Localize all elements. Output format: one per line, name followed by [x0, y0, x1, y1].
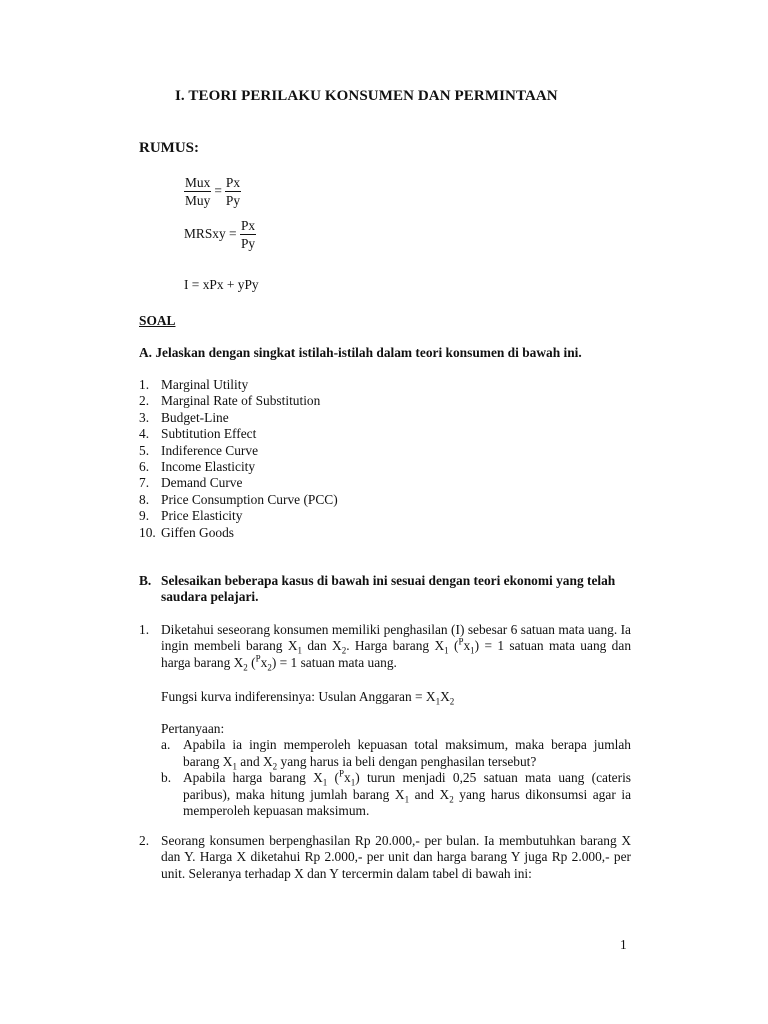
- list-text: Giffen Goods: [161, 524, 235, 540]
- fraction-price: [225, 174, 241, 209]
- text-run: ) = 1 satuan mata uang dan harga barang X: [161, 638, 632, 670]
- fraction-denominator: Py: [225, 193, 241, 208]
- list-number: 1.: [139, 377, 150, 392]
- subscript: 2: [449, 794, 454, 805]
- term-list: [139, 377, 338, 541]
- list-number: 9.: [139, 508, 150, 524]
- text-run: X: [440, 689, 450, 704]
- text-run: ) turun menjadi 0,25 satuan mata uang (cateris paribus), maka hitung jumlah barang X: [183, 770, 632, 802]
- list-item: [139, 443, 338, 459]
- equals-sign: =: [214, 183, 222, 199]
- indifference-function: [161, 689, 454, 705]
- formula-label: MRSxy =: [184, 226, 237, 242]
- soal-heading: SOAL: [139, 313, 176, 328]
- subquestion-text: [183, 770, 631, 819]
- subscript: 1: [232, 761, 237, 772]
- list-number: 5.: [139, 442, 150, 458]
- subscript: 1: [350, 777, 356, 788]
- subscript: 1: [444, 646, 449, 657]
- subscript: 1: [322, 777, 328, 788]
- question-1-subquestions: [161, 721, 631, 819]
- text-run: yang harus dikonsumsi agar ia memperoleh kepuasan maksimum.: [183, 786, 632, 819]
- text-run: Diketahui seseorang konsumen memiliki penghasilan (I) sebesar 6 satuan mata uang. Ia ingin membeli barang X: [161, 622, 631, 654]
- list-number: 8.: [139, 491, 150, 507]
- subscript: 2: [449, 696, 455, 707]
- list-item: [139, 393, 338, 409]
- pertanyaan-label: Pertanyaan:: [161, 721, 225, 736]
- superscript: P: [339, 768, 345, 779]
- list-text: Income Elasticity: [161, 459, 256, 475]
- list-number: 6.: [139, 459, 150, 475]
- text-run: Fungsi kurva indiferensinya: Usulan Anggaran = X: [161, 689, 436, 704]
- subscript: 2: [267, 662, 272, 673]
- list-item: [139, 410, 338, 426]
- text-run: yang harus ia beli dengan penghasilan tersebut?: [277, 753, 537, 769]
- subquestion-label: a.: [161, 737, 171, 753]
- text-run: dan X: [302, 638, 342, 654]
- text-run: (: [247, 654, 256, 670]
- text-run: x: [344, 770, 351, 786]
- question-2-text: Seorang konsumen berpenghasilan Rp 20.000,- per bulan. Ia membutuhkan barang X dan Y. Harga X diketahui Rp 2.000,- per unit dan harga barang Y juga Rp 2.000,- per unit. Seleranya terhadap X dan Y tercermin dalam tabel di bawah ini:: [161, 833, 631, 881]
- list-text: Price Consumption Curve (PCC): [161, 491, 338, 507]
- subquestion-text: [183, 737, 631, 770]
- formula-budget: I = xPx + yPy: [184, 277, 259, 292]
- section-a-heading: A. Jelaskan dengan singkat istilah-istilah dalam teori konsumen di bawah ini.: [139, 345, 582, 360]
- fraction-denominator: Py: [240, 236, 256, 251]
- text-run: (: [327, 770, 340, 786]
- subquestion-label: b.: [161, 770, 172, 786]
- list-text: Marginal Utility: [161, 377, 249, 392]
- list-text: Indiference Curve: [161, 442, 259, 458]
- list-text: Price Elasticity: [161, 508, 243, 524]
- fraction-price: [240, 217, 256, 252]
- list-item: [139, 492, 338, 508]
- list-number: 10.: [139, 524, 156, 540]
- text-run: . Harga barang X: [346, 638, 445, 654]
- question-number: 1.: [139, 622, 150, 637]
- text-run: x: [463, 638, 471, 654]
- subscript: 1: [297, 646, 303, 657]
- text-run: Apabila ia ingin memperoleh kepuasan total maksimum, maka berapa jumlah barang X: [183, 737, 631, 769]
- section-b-heading: [139, 573, 631, 606]
- page-number: 1: [620, 937, 627, 952]
- text-run: Apabila harga barang X: [183, 770, 323, 786]
- question-1: [139, 622, 631, 671]
- page-title: I. TEORI PERILAKU KONSUMEN DAN PERMINTAAN: [175, 88, 558, 104]
- subscript: 2: [243, 662, 248, 673]
- superscript: P: [255, 653, 261, 664]
- text-run: and X: [236, 753, 273, 769]
- section-b-label: B.: [139, 573, 152, 588]
- list-text: Subtitution Effect: [161, 426, 257, 442]
- fraction-numerator: Px: [225, 175, 241, 190]
- list-text: Marginal Rate of Substitution: [161, 393, 321, 409]
- fraction-numerator: Px: [240, 218, 256, 233]
- list-item: [139, 475, 338, 491]
- text-run: x: [260, 654, 268, 670]
- section-b-text: Selesaikan beberapa kasus di bawah ini sesuai dengan teori ekonomi yang telah saudara pelajari.: [161, 573, 616, 605]
- subquestion-a: [161, 737, 631, 770]
- text-run: (: [448, 638, 459, 654]
- list-item: [139, 426, 338, 442]
- question-number: 2.: [139, 833, 150, 848]
- subscript: 1: [404, 794, 410, 805]
- subquestion-b: [161, 770, 631, 819]
- list-number: 4.: [139, 426, 150, 442]
- list-number: 2.: [139, 393, 150, 409]
- list-text: Demand Curve: [161, 475, 243, 491]
- question-1-text: [161, 622, 631, 671]
- fraction-numerator: Mux: [185, 175, 211, 190]
- text-run: and X: [409, 786, 450, 802]
- text-run: ) = 1 satuan mata uang.: [271, 654, 397, 670]
- subscript: 1: [470, 646, 475, 657]
- subscript: 2: [341, 646, 347, 657]
- formula-mrs: [184, 217, 256, 252]
- list-number: 7.: [139, 475, 150, 491]
- fraction-denominator: Muy: [185, 193, 211, 208]
- list-item: [139, 377, 338, 393]
- subscript: 2: [272, 761, 278, 772]
- rumus-heading: RUMUS:: [139, 140, 199, 156]
- question-2: [139, 833, 631, 882]
- formula-mu-ratio: [184, 174, 241, 209]
- list-number: 3.: [139, 409, 150, 425]
- list-item: [139, 508, 338, 524]
- superscript: P: [458, 636, 464, 647]
- list-item: [139, 459, 338, 475]
- list-item: [139, 525, 338, 541]
- fraction-mu: [184, 174, 211, 209]
- list-text: Budget-Line: [161, 409, 229, 425]
- subscript: 1: [435, 696, 441, 707]
